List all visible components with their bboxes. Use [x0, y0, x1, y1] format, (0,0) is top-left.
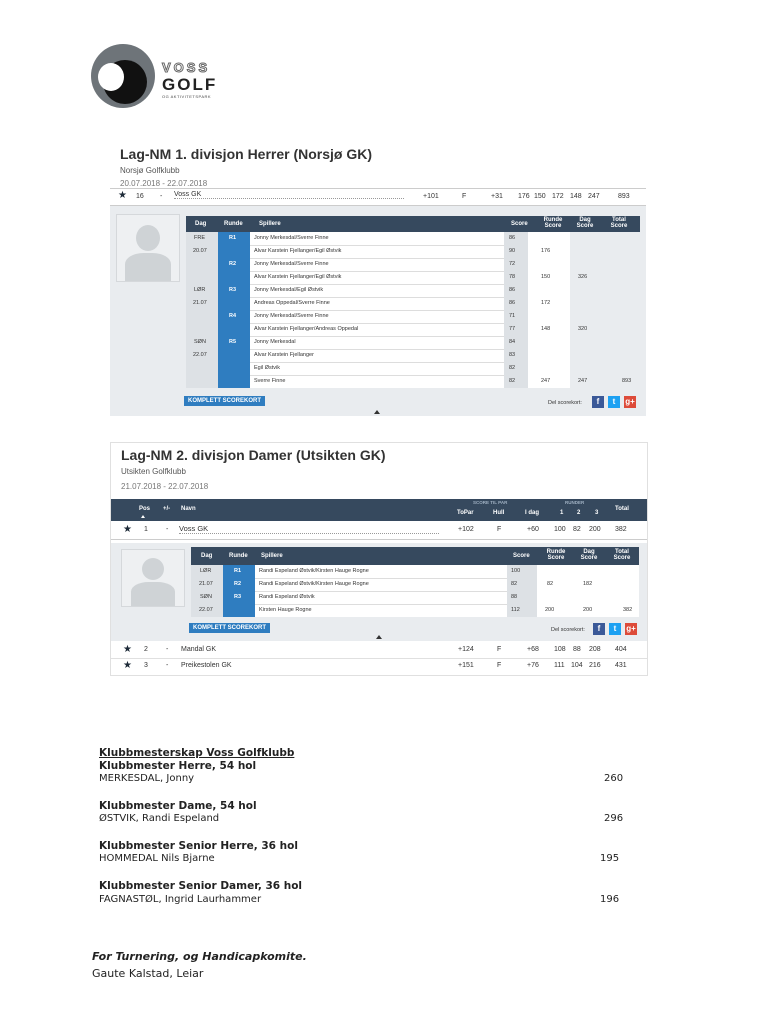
collapse-arrow-icon[interactable]: [374, 410, 380, 414]
score: 86: [509, 287, 516, 293]
table-row: Andreas Oppedal/Sverre Finne: [250, 297, 504, 311]
panel1-table-body: [186, 232, 640, 388]
panel1-rows: [250, 232, 504, 388]
table-row: Kirsten Hauge Rogne: [259, 607, 312, 613]
change: -: [160, 193, 163, 200]
score: 84: [509, 339, 516, 345]
panel-division-1: [110, 140, 646, 416]
score: 77: [509, 326, 516, 332]
r5: 247: [588, 193, 600, 200]
panel2-table-header: Dag Runde Spillere Score Runde Score Dag Score Total Score: [191, 547, 639, 565]
panel2-column-header: Pos +/- Navn SCORE TIL PAR ToPar Hull I dag RUNDER 1 2 3 Total: [111, 499, 647, 521]
table-row: Jonny Merkesdal/Sverre Finne: [250, 232, 504, 246]
panel1-detail: [110, 206, 646, 416]
team-name[interactable]: Preikestolen GK: [181, 662, 232, 669]
logo-tagline: OG AKTIVITETSPARK: [162, 94, 212, 99]
idag: +31: [491, 193, 503, 200]
table-row: Alvar Karstein Fjellanger/Egil Østvik: [250, 245, 504, 259]
day-date: 22.07: [193, 352, 207, 358]
panel1-table-header: Dag Runde Spillere Score Runde Score Dag Score Total Score: [186, 216, 640, 232]
table-row: Jonny Merkesdal/Sverre Finne: [250, 310, 504, 324]
round-label: R2: [229, 261, 237, 267]
entry-score: 296: [604, 813, 624, 824]
team-name[interactable]: Mandal GK: [181, 646, 217, 653]
panel1-summary-row[interactable]: [110, 188, 646, 206]
r2: 150: [534, 193, 546, 200]
score: 86: [509, 300, 516, 306]
day-date: 21.07: [193, 300, 207, 306]
panel-division-2: [110, 442, 648, 676]
entry-name: ØSTVIK, Randi Espeland: [99, 813, 220, 824]
entry-name: HOMMEDAL Nils Bjarne: [99, 853, 215, 864]
table-row[interactable]: ★ 3 - Preikestolen GK +151 F +76 111 104 216 431: [123, 660, 627, 671]
favorite-star-icon[interactable]: ★: [123, 660, 132, 671]
logo-brand-main: GOLF: [162, 75, 218, 94]
dag-score: 326: [578, 274, 588, 280]
panel2-detail: [111, 543, 647, 641]
runde-score: 148: [541, 326, 551, 332]
player-avatar: [116, 214, 180, 282]
table-row: Alvar Karstein Fjellanger/Egil Østvik: [250, 271, 504, 285]
entry-score: 260: [604, 773, 624, 784]
day-label: LØR: [194, 287, 206, 293]
score: 72: [509, 261, 516, 267]
score: 90: [509, 248, 516, 254]
panel1-title: Lag-NM 1. divisjon Herrer (Norsjø GK): [120, 146, 373, 162]
favorite-star-icon[interactable]: ★: [123, 644, 132, 655]
score: 86: [509, 235, 516, 241]
entry-heading: Klubbmester Herre, 54 hol: [99, 760, 257, 772]
panel2-summary-row[interactable]: ★ 1 - Voss GK +102 F +60 100 82 200 382: [111, 521, 647, 540]
total-score: 893: [622, 378, 632, 384]
table-row: Egil Østvik: [250, 362, 504, 376]
score: 83: [509, 352, 516, 358]
facebook-icon[interactable]: f: [593, 623, 605, 635]
share-label: Del scorekort:: [551, 627, 585, 633]
share-label: Del scorekort:: [548, 400, 582, 406]
score: 78: [509, 274, 516, 280]
round-label: R4: [229, 313, 237, 319]
team-name[interactable]: Voss GK: [179, 524, 439, 534]
score: 82: [509, 378, 516, 384]
entry-name: MERKESDAL, Jonny: [99, 773, 195, 784]
table-row[interactable]: ★ 2 - Mandal GK +124 F +68 108 88 208 404: [111, 642, 647, 659]
panel2-club: Utsikten Golfklubb: [121, 467, 186, 476]
entry-name: FAGNASTØL, Ingrid Laurhammer: [99, 894, 262, 905]
scorecard-button[interactable]: KOMPLETT SCOREKORT: [184, 396, 265, 406]
topar: +101: [423, 193, 439, 200]
sort-arrow-icon[interactable]: [141, 515, 145, 518]
table-row: Jonny Merkesdal/Egil Østvik: [250, 284, 504, 298]
table-row: Jonny Merkesdal: [250, 336, 504, 350]
scorecard-button[interactable]: KOMPLETT SCOREKORT: [189, 623, 270, 633]
r1: 176: [518, 193, 530, 200]
table-row: Jonny Merkesdal/Sverre Finne: [250, 258, 504, 272]
day-label: SØN: [194, 339, 206, 345]
runde-score: 172: [541, 300, 551, 306]
twitter-icon[interactable]: t: [609, 623, 621, 635]
dag-score: 320: [578, 326, 588, 332]
r4: 148: [570, 193, 582, 200]
round-label: R3: [229, 287, 237, 293]
entry-heading: Klubbmester Dame, 54 hol: [99, 800, 257, 812]
round-label: R1: [229, 235, 237, 241]
entry-score: 195: [600, 853, 620, 864]
google-plus-icon[interactable]: g+: [625, 397, 635, 406]
favorite-star-icon[interactable]: ★: [123, 524, 132, 535]
score: 71: [509, 313, 516, 319]
runde-score: 176: [541, 248, 551, 254]
club-championship-title: Klubbmesterskap Voss Golfklubb: [99, 747, 295, 759]
committee-line: For Turnering, og Handicapkomite.: [92, 950, 307, 963]
signature-line: Gaute Kalstad, Leiar: [92, 967, 204, 980]
panel2-table-body: LØR 21.07 SØN 22.07 R1 R2 R3 Randi Espeland Østvik/Kirsten Hauge Rogne Randi Espeland Østvik/Kirsten Hauge Rogne Randi Espeland Østvik Kirsten Hauge Rogne 100 82 88 112 82 200 182 200 382: [191, 565, 639, 617]
team-name[interactable]: Voss GK: [174, 191, 404, 199]
player-avatar: [121, 549, 185, 607]
round-label: R5: [229, 339, 237, 345]
facebook-icon[interactable]: f: [592, 396, 604, 408]
twitter-icon[interactable]: t: [608, 396, 620, 408]
table-row: Randi Espeland Østvik: [255, 591, 507, 605]
panel1-club: Norsjø Golfklubb: [120, 166, 180, 175]
panel2-dates: 21.07.2018 - 22.07.2018: [121, 482, 209, 491]
table-row: Randi Espeland Østvik/Kirsten Hauge Rogne: [255, 578, 507, 592]
logo-brand-top: VOSS: [162, 60, 211, 75]
runde-score: 247: [541, 378, 551, 384]
runde-score: 150: [541, 274, 551, 280]
panel1-dates: 20.07.2018 - 22.07.2018: [120, 179, 208, 188]
pos: 16: [136, 193, 144, 200]
favorite-star-icon[interactable]: ★: [118, 190, 127, 201]
score: 82: [509, 365, 516, 371]
total: 893: [618, 193, 630, 200]
day-label: FRE: [194, 235, 205, 241]
collapse-arrow-icon[interactable]: [376, 635, 382, 639]
entry-score: 196: [600, 894, 620, 905]
hull: F: [462, 193, 467, 200]
dag-score: 247: [578, 378, 588, 384]
r3: 172: [552, 193, 564, 200]
table-row: Alvar Karstein Fjellanger: [250, 349, 504, 363]
table-row: Sverre Finne: [254, 378, 286, 384]
logo-highlight: [98, 63, 124, 91]
table-row: Randi Espeland Østvik/Kirsten Hauge Rogne: [255, 565, 507, 579]
entry-heading: Klubbmester Senior Damer, 36 hol: [99, 880, 303, 892]
table-row: Alvar Karstein Fjellanger/Andreas Oppedal: [250, 323, 504, 337]
entry-heading: Klubbmester Senior Herre, 36 hol: [99, 840, 298, 852]
day-date: 20.07: [193, 248, 207, 254]
google-plus-icon[interactable]: g+: [626, 624, 636, 633]
panel2-title: Lag-NM 2. divisjon Damer (Utsikten GK): [121, 447, 386, 463]
